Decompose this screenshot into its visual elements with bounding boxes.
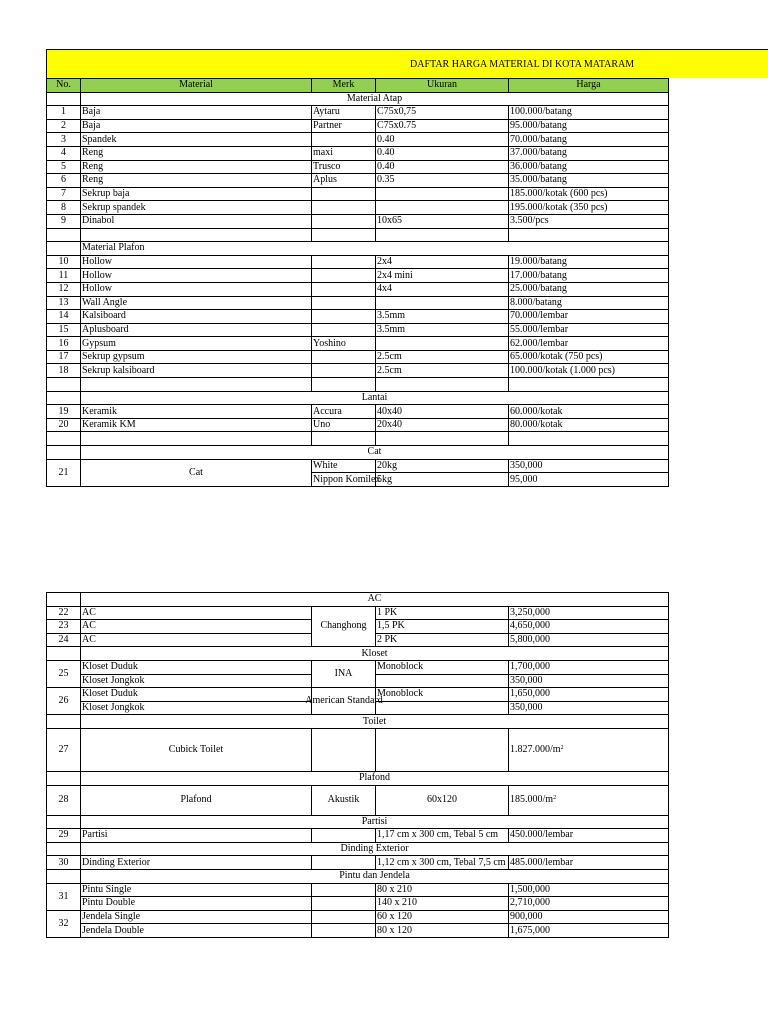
cell-no: 9 <box>47 214 81 228</box>
cell-ukuran: C75x0,75 <box>376 106 509 120</box>
cell-merk <box>312 350 376 364</box>
cell-no: 28 <box>47 785 81 815</box>
cell-merk: Uno <box>312 418 376 432</box>
table-row <box>47 323 669 337</box>
cell-merk <box>312 201 376 215</box>
cell-no: 21 <box>47 459 81 486</box>
cell-no: 25 <box>47 660 81 687</box>
cell-no: 27 <box>47 728 81 771</box>
price-table-1 <box>46 78 669 487</box>
cell-no: 32 <box>47 910 81 937</box>
cell-ukuran: 80 x 210 <box>376 883 509 897</box>
cell-harga: 485.000/lembar <box>509 856 669 870</box>
cell-harga: 19.000/batang <box>509 255 669 269</box>
cell-harga: 8.000/batang <box>509 296 669 310</box>
cell-harga: 3,250,000 <box>509 606 669 620</box>
cell-ukuran: 2x4 mini <box>376 269 509 283</box>
table-row <box>47 688 669 702</box>
table-row <box>47 910 669 924</box>
section-row <box>47 92 669 106</box>
cell-no: 4 <box>47 146 81 160</box>
cell-ukuran: 20kg <box>376 459 509 473</box>
cell-material: Gypsum <box>81 337 312 351</box>
section-label: Material Plafon <box>81 242 669 256</box>
cell-ukuran: 2.5cm <box>376 364 509 378</box>
cell-harga: 350,000 <box>509 459 669 473</box>
cell-material: Kloset Duduk <box>81 660 312 674</box>
cell-no: 20 <box>47 418 81 432</box>
cell-ukuran: 1,5 PK <box>376 620 509 634</box>
cell-harga: 1,500,000 <box>509 883 669 897</box>
table-row <box>47 897 669 911</box>
table-row <box>47 785 669 815</box>
table-row <box>47 269 669 283</box>
table-row <box>47 296 669 310</box>
cell-harga: 3.500/pcs <box>509 214 669 228</box>
cell-material: Reng <box>81 146 312 160</box>
table-row <box>47 924 669 938</box>
table-row <box>47 660 669 674</box>
cell-no: 7 <box>47 187 81 201</box>
cell-no: 17 <box>47 350 81 364</box>
table-row <box>47 187 669 201</box>
cell-merk: Yoshino <box>312 337 376 351</box>
cell-no: 8 <box>47 201 81 215</box>
cell-harga: 2,710,000 <box>509 897 669 911</box>
table-row <box>47 146 669 160</box>
cell-no: 3 <box>47 133 81 147</box>
cell-material: Cubick Toilet <box>81 728 312 771</box>
cell-material: Cat <box>81 459 312 486</box>
cell-no: 22 <box>47 606 81 620</box>
cell-merk <box>312 133 376 147</box>
cell-harga: 37.000/batang <box>509 146 669 160</box>
cell-harga: $185.000/m^2$ <box>509 785 669 815</box>
section-label: Partisi <box>81 815 669 829</box>
cell-material: Hollow <box>81 269 312 283</box>
header-ukuran: Ukuran <box>376 79 509 93</box>
cell-harga: 900,000 <box>509 910 669 924</box>
cell-material: Partisi <box>81 829 312 843</box>
cell-ukuran: 3.5mm <box>376 323 509 337</box>
table-row <box>47 255 669 269</box>
cell-no: 16 <box>47 337 81 351</box>
table-row <box>47 459 669 473</box>
table-row <box>47 310 669 324</box>
cell-merk <box>312 282 376 296</box>
cell-harga: 25.000/batang <box>509 282 669 296</box>
cell-harga: $1.827.000/m^2$ <box>509 728 669 771</box>
cell-no: 2 <box>47 119 81 133</box>
cell-ukuran: 2x4 <box>376 255 509 269</box>
header-harga: Harga <box>509 79 669 93</box>
section-label: Lantai <box>81 391 669 405</box>
cell-harga: 450.000/lembar <box>509 829 669 843</box>
cell-material: Wall Angle <box>81 296 312 310</box>
cell-material: Hollow <box>81 282 312 296</box>
section-row <box>47 815 669 829</box>
cell-material: AC <box>81 633 312 647</box>
cell-harga: 62.000/lembar <box>509 337 669 351</box>
cell-merk <box>312 364 376 378</box>
section-label: Toilet <box>81 715 669 729</box>
cell-material: Plafond <box>81 785 312 815</box>
cell-material: Keramik KM <box>81 418 312 432</box>
cell-harga: 350,000 <box>509 701 669 715</box>
cell-harga: 60.000/kotak <box>509 405 669 419</box>
section-row <box>47 842 669 856</box>
cell-merk: American Standard <box>312 688 376 715</box>
cell-merk: Aplus <box>312 174 376 188</box>
cell-harga: 35.000/batang <box>509 174 669 188</box>
cell-material: Reng <box>81 160 312 174</box>
section-row <box>47 446 669 460</box>
table-row <box>47 364 669 378</box>
cell-no: 29 <box>47 829 81 843</box>
table-row <box>47 405 669 419</box>
blank-row <box>47 432 669 446</box>
cell-material: Reng <box>81 174 312 188</box>
cell-material: Dinabol <box>81 214 312 228</box>
cell-merk <box>312 323 376 337</box>
cell-no: 23 <box>47 620 81 634</box>
cell-material: AC <box>81 606 312 620</box>
section-row <box>47 647 669 661</box>
cell-material: Pintu Single <box>81 883 312 897</box>
section-label: Pintu dan Jendela <box>81 869 669 883</box>
section-label: Plafond <box>81 771 669 785</box>
cell-harga: 36.000/batang <box>509 160 669 174</box>
section-label: AC <box>81 593 669 607</box>
cell-material: Baja <box>81 119 312 133</box>
cell-ukuran: 3.5mm <box>376 310 509 324</box>
cell-ukuran: C75x0.75 <box>376 119 509 133</box>
cell-material: Spandek <box>81 133 312 147</box>
cell-merk: White <box>312 459 376 473</box>
cell-ukuran <box>376 337 509 351</box>
cell-no: 18 <box>47 364 81 378</box>
cell-material: Jendela Single <box>81 910 312 924</box>
cell-harga: 1,700,000 <box>509 660 669 674</box>
table-row <box>47 133 669 147</box>
cell-material: Sekrup baja <box>81 187 312 201</box>
table-row <box>47 106 669 120</box>
cell-harga: 70.000/batang <box>509 133 669 147</box>
table-row <box>47 174 669 188</box>
cell-harga: 100.000/kotak (1.000 pcs) <box>509 364 669 378</box>
cell-harga: 17.000/batang <box>509 269 669 283</box>
section-row <box>47 593 669 607</box>
header-material: Material <box>81 79 312 93</box>
table-row <box>47 214 669 228</box>
cell-harga: 185.000/kotak (600 pcs) <box>509 187 669 201</box>
cell-harga: 70.000/lembar <box>509 310 669 324</box>
cell-merk <box>312 255 376 269</box>
cell-ukuran: 1 PK <box>376 606 509 620</box>
cell-merk <box>312 214 376 228</box>
cell-ukuran: 1,12 cm x 300 cm, Tebal 7,5 cm <box>376 856 509 870</box>
cell-material: Kalsiboard <box>81 310 312 324</box>
cell-merk: Aytaru <box>312 106 376 120</box>
header-row <box>47 79 669 93</box>
cell-merk: Trusco <box>312 160 376 174</box>
cell-merk: Changhong <box>312 606 376 647</box>
cell-harga: 95,000 <box>509 473 669 487</box>
cell-merk <box>312 187 376 201</box>
table-row <box>47 160 669 174</box>
table-row <box>47 606 669 620</box>
cell-material: Hollow <box>81 255 312 269</box>
table-row <box>47 282 669 296</box>
cell-ukuran: 4x4 <box>376 282 509 296</box>
cell-material: Sekrup gypsum <box>81 350 312 364</box>
cell-harga: 1,675,000 <box>509 924 669 938</box>
cell-material: Aplusboard <box>81 323 312 337</box>
cell-no: 12 <box>47 282 81 296</box>
cell-ukuran: Monoblock <box>376 660 509 674</box>
cell-no: 1 <box>47 106 81 120</box>
cell-ukuran: 20x40 <box>376 418 509 432</box>
cell-merk: Nippon Komilex <box>313 473 381 485</box>
cell-merk: INA <box>312 660 376 687</box>
cell-material: Kloset Jongkok <box>81 674 312 688</box>
cell-no: 13 <box>47 296 81 310</box>
cell-material: Kloset Duduk <box>81 688 312 702</box>
section-label: Material Atap <box>81 92 669 106</box>
cell-merk <box>312 310 376 324</box>
cell-merk: Akustik <box>312 785 376 815</box>
blank-row <box>47 378 669 392</box>
cell-material: Pintu Double <box>81 897 312 911</box>
cell-ukuran: 0.40 <box>376 133 509 147</box>
table-row <box>47 201 669 215</box>
cell-harga: 65.000/kotak (750 pcs) <box>509 350 669 364</box>
cell-material: Baja <box>81 106 312 120</box>
cell-ukuran: 60x120 <box>376 785 509 815</box>
section-label: Cat <box>81 446 669 460</box>
section-row <box>47 715 669 729</box>
cell-harga: 1,650,000 <box>509 688 669 702</box>
cell-ukuran: 80 x 120 <box>376 924 509 938</box>
cell-no: 31 <box>47 883 81 910</box>
header-no: No. <box>47 79 81 93</box>
cell-ukuran <box>376 296 509 310</box>
cell-merk <box>312 269 376 283</box>
cell-ukuran: 0.40 <box>376 146 509 160</box>
blank-row <box>47 228 669 242</box>
cell-no: 19 <box>47 405 81 419</box>
table-row <box>47 856 669 870</box>
page-title: DAFTAR HARGA MATERIAL DI KOTA MATARAM <box>410 59 635 70</box>
header-merk: Merk <box>312 79 376 93</box>
cell-merk: Accura <box>312 405 376 419</box>
table-row <box>47 728 669 771</box>
cell-no: 11 <box>47 269 81 283</box>
title-band <box>46 49 768 78</box>
cell-no: 24 <box>47 633 81 647</box>
section-row <box>47 391 669 405</box>
cell-harga: 100.000/batang <box>509 106 669 120</box>
section-row <box>47 869 669 883</box>
cell-ukuran: 0.40 <box>376 160 509 174</box>
cell-harga: 95.000/batang <box>509 119 669 133</box>
cell-harga: 195.000/kotak (350 pcs) <box>509 201 669 215</box>
cell-no: 15 <box>47 323 81 337</box>
table-row <box>47 883 669 897</box>
cell-material: AC <box>81 620 312 634</box>
cell-material: Jendela Double <box>81 924 312 938</box>
cell-harga: 55.000/lembar <box>509 323 669 337</box>
cell-ukuran: 2 PK <box>376 633 509 647</box>
table-row <box>47 119 669 133</box>
cell-material: Keramik <box>81 405 312 419</box>
cell-ukuran <box>376 187 509 201</box>
cell-ukuran: 10x65 <box>376 214 509 228</box>
cell-ukuran: 40x40 <box>376 405 509 419</box>
cell-ukuran <box>376 201 509 215</box>
cell-no: 5 <box>47 160 81 174</box>
cell-material: Kloset Jongkok <box>81 701 312 715</box>
cell-ukuran: 140 x 210 <box>376 897 509 911</box>
cell-ukuran: 1,17 cm x 300 cm, Tebal 5 cm <box>376 829 509 843</box>
cell-material: Sekrup spandek <box>81 201 312 215</box>
cell-no: 14 <box>47 310 81 324</box>
cell-no: 10 <box>47 255 81 269</box>
cell-merk: Partner <box>312 119 376 133</box>
cell-no: 30 <box>47 856 81 870</box>
cell-harga: 350,000 <box>509 674 669 688</box>
table-row <box>47 418 669 432</box>
cell-ukuran: 60 x 120 <box>376 910 509 924</box>
section-row <box>47 242 669 256</box>
cell-ukuran: 5kg <box>376 473 509 487</box>
cell-no: 6 <box>47 174 81 188</box>
section-label: Kloset <box>81 647 669 661</box>
cell-material: Dinding Exterior <box>81 856 312 870</box>
table-row <box>47 829 669 843</box>
cell-ukuran: 2.5cm <box>376 350 509 364</box>
price-table-2 <box>46 592 669 938</box>
cell-merk <box>312 296 376 310</box>
table-row <box>47 350 669 364</box>
cell-ukuran: Monoblock <box>376 688 509 702</box>
cell-harga: 4,650,000 <box>509 620 669 634</box>
section-row <box>47 771 669 785</box>
cell-material: Sekrup kalsiboard <box>81 364 312 378</box>
cell-harga: 5,800,000 <box>509 633 669 647</box>
section-label: Dinding Exterior <box>81 842 669 856</box>
cell-merk: maxi <box>312 146 376 160</box>
cell-harga: 80.000/kotak <box>509 418 669 432</box>
table-row <box>47 337 669 351</box>
cell-no: 26 <box>47 688 81 715</box>
cell-ukuran: 0.35 <box>376 174 509 188</box>
